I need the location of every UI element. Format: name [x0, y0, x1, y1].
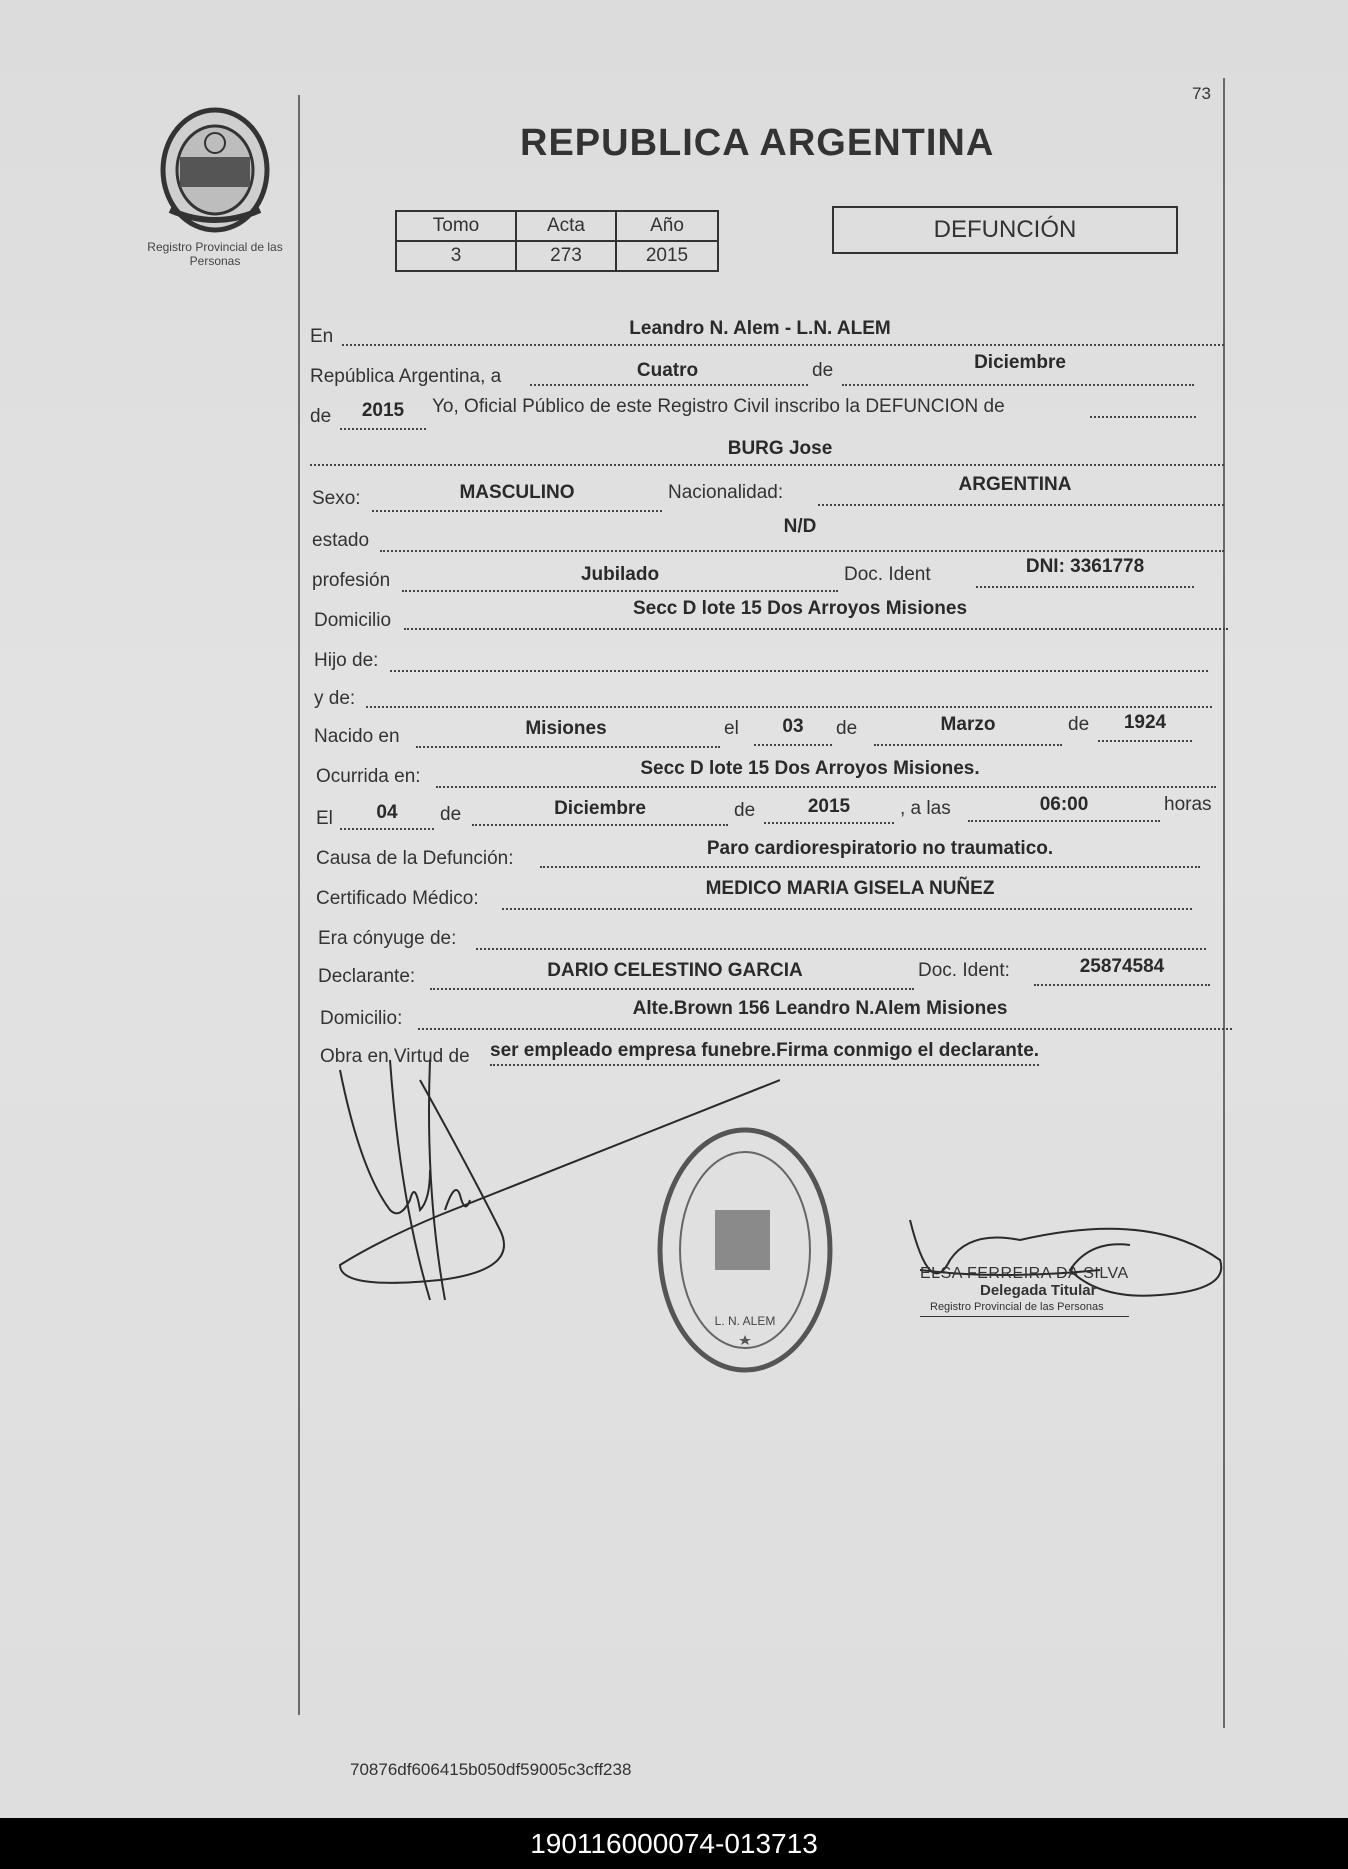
de-birth-label: de [836, 718, 858, 739]
birth-year-value: 1924 [1123, 712, 1167, 733]
obra-value: ser empleado empresa funebre.Firma conmigo el declarante. [490, 1040, 1039, 1066]
declaration-text: Yo, Oficial Público de este Registro Civil inscribo la DEFUNCION de [432, 396, 1005, 417]
row-declarant-address [0, 998, 1348, 1032]
tomo-value: 3 [396, 241, 516, 271]
row-death-date [0, 794, 1348, 830]
birth-day-value: 03 [782, 716, 804, 737]
delegate-office: Registro Provincial de las Personas [920, 1299, 1129, 1317]
yde-line [366, 684, 1212, 708]
declaration-line [1090, 394, 1196, 418]
row-declaration [0, 396, 1348, 430]
ocurrida-label: Ocurrida en: [316, 766, 421, 787]
de-label: de [812, 360, 834, 381]
logo-caption: Registro Provincial de las Personas [147, 240, 283, 268]
delegate-name: ELSA FERREIRA DA SILVA [920, 1265, 1129, 1282]
profesion-label: profesión [312, 570, 391, 591]
document-id-bar: 190116000074-013713 [0, 1818, 1348, 1869]
acta-value: 273 [516, 241, 616, 271]
doc-ident2-label: Doc. Ident: [918, 960, 1010, 981]
official-stamp [650, 1120, 840, 1380]
nacido-value: Misiones [525, 718, 607, 739]
ocurrida-value: Secc D lote 15 Dos Arroyos Misiones. [640, 758, 980, 779]
obra-label: Obra en Virtud de [320, 1046, 470, 1067]
delegate-role: Delegada Titular [980, 1282, 1097, 1299]
domicilio2-label: Domicilio: [320, 1008, 403, 1029]
misiones-coat-of-arms-logo [150, 105, 280, 235]
de-birth-year-label: de [1068, 714, 1090, 735]
yde-label: y de: [314, 688, 356, 709]
day-words-value: Cuatro [636, 360, 699, 381]
death-time-value: 06:00 [1039, 794, 1089, 815]
declarante-doc-value: 25874584 [1079, 956, 1165, 977]
page-number: 73 [1192, 84, 1211, 103]
certificado-label: Certificado Médico: [316, 888, 479, 909]
place-value: Leandro N. Alem - L.N. ALEM [629, 318, 891, 339]
row-address [0, 598, 1348, 634]
hijo-label: Hijo de: [314, 650, 379, 671]
stamp-inner-text: L. N. ALEM [714, 1314, 776, 1328]
republic-label: República Argentina, a [310, 366, 502, 387]
death-day-value: 04 [376, 802, 398, 823]
row-parent-2 [0, 682, 1348, 712]
sexo-value: MASCULINO [459, 482, 575, 503]
doc-ident-value: DNI: 3361778 [1025, 556, 1145, 577]
el2-label: El [316, 808, 333, 829]
en-label: En [310, 326, 334, 347]
registry-header-row [396, 211, 718, 241]
estado-value: N/D [783, 516, 817, 537]
tomo-header: Tomo [396, 211, 516, 241]
year-value: 2015 [361, 400, 405, 421]
month-value: Diciembre [974, 352, 1066, 373]
a-las-label: , a las [900, 798, 951, 819]
row-cause [0, 838, 1348, 872]
row-deceased-name [0, 438, 1348, 468]
deceased-name-value: BURG Jose [727, 438, 833, 459]
nacido-label: Nacido en [314, 726, 400, 747]
causa-value: Paro cardiorespiratorio no traumatico. [706, 838, 1054, 859]
domicilio-label: Domicilio [314, 610, 392, 631]
hijo-line [390, 648, 1208, 672]
ano-value: 2015 [616, 241, 718, 271]
certificado-value: MEDICO MARIA GISELA NUÑEZ [705, 878, 995, 899]
registry-value-row [396, 241, 718, 271]
conyuge-line [476, 926, 1206, 950]
row-profession [0, 556, 1348, 594]
doc-ident-label: Doc. Ident [844, 564, 931, 585]
death-month-value: Diciembre [554, 798, 646, 819]
el-label: el [724, 718, 739, 739]
document-title: REPUBLICA ARGENTINA [520, 122, 995, 164]
profesion-value: Jubilado [580, 564, 660, 585]
de-death-label: de [440, 804, 462, 825]
registry-table [395, 210, 719, 272]
acta-header: Acta [516, 211, 616, 241]
row-parent-1 [0, 646, 1348, 676]
footer-hash: 70876df606415b050df59005c3cff238 [350, 1760, 632, 1779]
declarante-domicilio-value: Alte.Brown 156 Leandro N.Alem Misiones [632, 998, 1008, 1019]
row-marital-status [0, 516, 1348, 554]
sexo-label: Sexo: [312, 488, 361, 509]
row-declarant [0, 956, 1348, 992]
horas-label: horas [1164, 794, 1212, 815]
row-place [0, 318, 1348, 348]
declarante-label: Declarante: [318, 966, 416, 987]
nacionalidad-label: Nacionalidad: [668, 482, 784, 503]
ano-header: Año [616, 211, 718, 241]
birth-month-value: Marzo [940, 714, 996, 735]
delegate-block [920, 1265, 1129, 1317]
row-sex-nationality [0, 474, 1348, 512]
row-birth [0, 712, 1348, 750]
act-type-box: DEFUNCIÓN [832, 206, 1178, 254]
de-death-year-label: de [734, 800, 756, 821]
domicilio-value: Secc D lote 15 Dos Arroyos Misiones [632, 598, 968, 619]
estado-label: estado [312, 530, 370, 551]
conyuge-label: Era cónyuge de: [318, 928, 457, 949]
row-spouse [0, 924, 1348, 954]
row-medical-certificate [0, 878, 1348, 914]
declarante-value: DARIO CELESTINO GARCIA [547, 960, 803, 981]
de-year-label: de [310, 406, 332, 427]
row-death-place [0, 758, 1348, 792]
row-date-words [0, 352, 1348, 390]
nacionalidad-value: ARGENTINA [958, 474, 1072, 495]
causa-label: Causa de la Defunción: [316, 848, 514, 869]
death-year-value: 2015 [807, 796, 851, 817]
